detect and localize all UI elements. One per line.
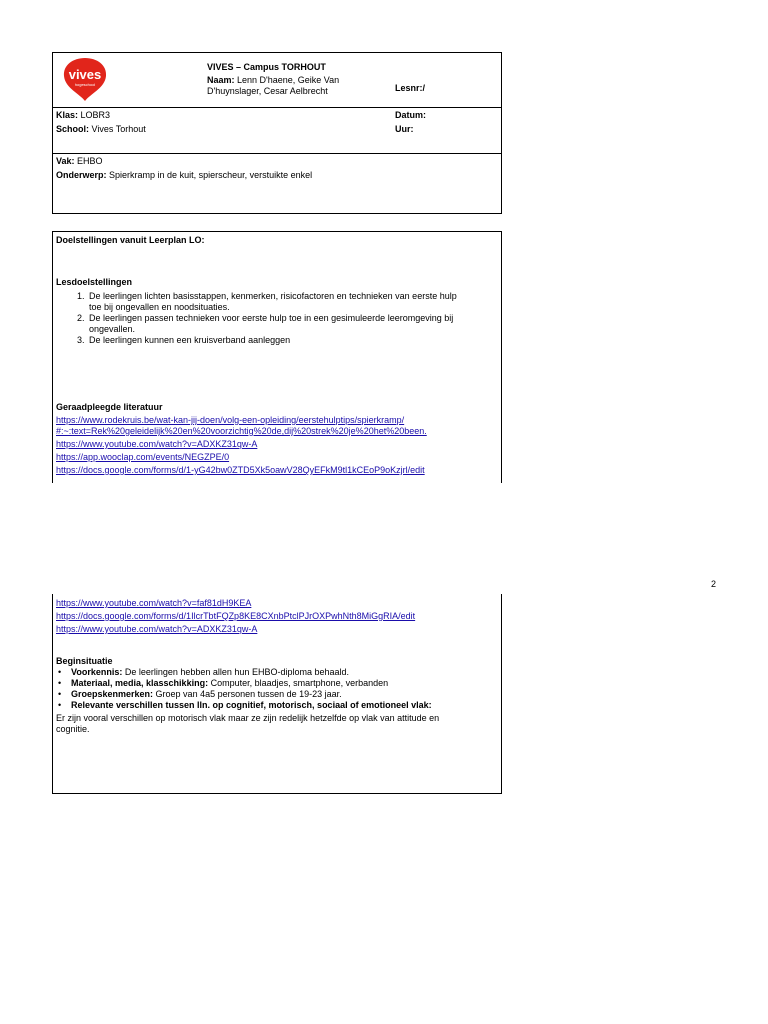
- beginsituatie-box: [52, 594, 502, 794]
- naam-line: [207, 75, 339, 97]
- situation-item: • Groepskenmerken: Groep van 4a5 personen tussen de 19-23 jaar.: [69, 689, 515, 700]
- situation-item: • Voorkennis: De leerlingen hebben allen hun EHBO-diploma behaald.: [69, 667, 515, 678]
- continued-links: [56, 598, 415, 635]
- vak-line: [56, 156, 103, 166]
- header-divider-1: [53, 107, 501, 108]
- vives-logo: [60, 56, 110, 102]
- uur-label: Uur:: [395, 124, 414, 134]
- literature-link[interactable]: https://www.youtube.com/watch?v=faf81dH9KEA: [56, 598, 252, 608]
- literature-link[interactable]: https://www.youtube.com/watch?v=ADXKZ31qw-A: [56, 439, 258, 449]
- school-line: [56, 124, 146, 134]
- doelstellingen-title: Doelstellingen vanuit Leerplan LO:: [56, 235, 205, 245]
- closing-paragraph: Er zijn vooral verschillen op motorisch vlak maar ze zijn redelijk hetzelfde op vlak van attitude en cognitie.: [56, 713, 440, 734]
- campus-title: VIVES – Campus TORHOUT: [207, 62, 326, 72]
- literature-link[interactable]: https://docs.google.com/forms/d/1-yG42bw0ZTD5Xk5oawV28QyEFkM9tl1kCEoP9oKzjrl/edit: [56, 465, 425, 475]
- literature-link[interactable]: https://www.youtube.com/watch?v=ADXKZ31qw-A: [56, 624, 258, 634]
- vak-value: EHBO: [77, 156, 103, 166]
- vak-label: Vak:: [56, 156, 75, 166]
- header-box: [52, 52, 502, 214]
- literatuur-links: [56, 415, 427, 476]
- literatuur-title: Geraadpleegde literatuur: [56, 402, 163, 412]
- objectives-list: [57, 291, 533, 346]
- school-value: Vives Torhout: [91, 124, 146, 134]
- lesnr-label: Lesnr:/: [395, 83, 426, 93]
- situation-item: • Relevante verschillen tussen lln. op cognitief, motorisch, sociaal of emotioneel vlak:: [69, 700, 515, 711]
- literature-link-continued[interactable]: #:~:text=Rek%20geleidelijk%20en%20voorzichtig%20de,dij%20strek%20je%20het%20been.: [56, 426, 427, 436]
- naam-value: Lenn D'haene, Geike Van: [237, 75, 340, 85]
- klas-line: [56, 110, 110, 120]
- lesdoelstellingen-title: Lesdoelstellingen: [56, 277, 133, 287]
- objective-item: 3. De leerlingen kunnen een kruisverband aanleggen: [87, 335, 533, 346]
- klas-label: Klas:: [56, 110, 79, 120]
- logo-subtext: hogeschool: [74, 82, 96, 87]
- header-divider-2: [53, 153, 501, 154]
- situation-item: • Materiaal, media, klasschikking: Computer, blaadjes, smartphone, verbanden: [69, 678, 515, 689]
- onderwerp-line: [56, 170, 312, 180]
- school-label: School:: [56, 124, 89, 134]
- literature-link[interactable]: https://app.wooclap.com/events/NEGZPE/0: [56, 452, 230, 462]
- klas-value: LOBR3: [80, 110, 111, 120]
- naam-value-2: D'huynslager, Cesar Aelbrecht: [207, 86, 328, 96]
- beginsituatie-list: [57, 667, 515, 711]
- objective-item: 1. De leerlingen lichten basisstappen, kenmerken, risicofactoren en technieken van eerste hulp toe bij ongevallen en noodsituaties.: [87, 291, 533, 313]
- literature-link[interactable]: https://docs.google.com/forms/d/1IlcrTbtFQZp8KE8CXnbPtclPJrOXPwhNth8MiGgRIA/edit: [56, 611, 416, 621]
- literature-link[interactable]: https://www.rodekruis.be/wat-kan-jij-doen/volg-een-opleiding/eerstehulptips/spierkramp/: [56, 415, 405, 425]
- objective-item: 2. De leerlingen passen technieken voor eerste hulp toe in een gesimuleerde leeromgeving bij ongevallen.: [87, 313, 533, 335]
- page-number: 2: [711, 579, 717, 589]
- naam-label: Naam:: [207, 75, 235, 85]
- onderwerp-label: Onderwerp:: [56, 170, 107, 180]
- logo-text: vives: [68, 67, 102, 82]
- datum-label: Datum:: [395, 110, 426, 120]
- objectives-box: [52, 231, 502, 483]
- beginsituatie-title: Beginsituatie: [56, 656, 113, 666]
- onderwerp-value: Spierkramp in de kuit, spierscheur, verstuikte enkel: [109, 170, 313, 180]
